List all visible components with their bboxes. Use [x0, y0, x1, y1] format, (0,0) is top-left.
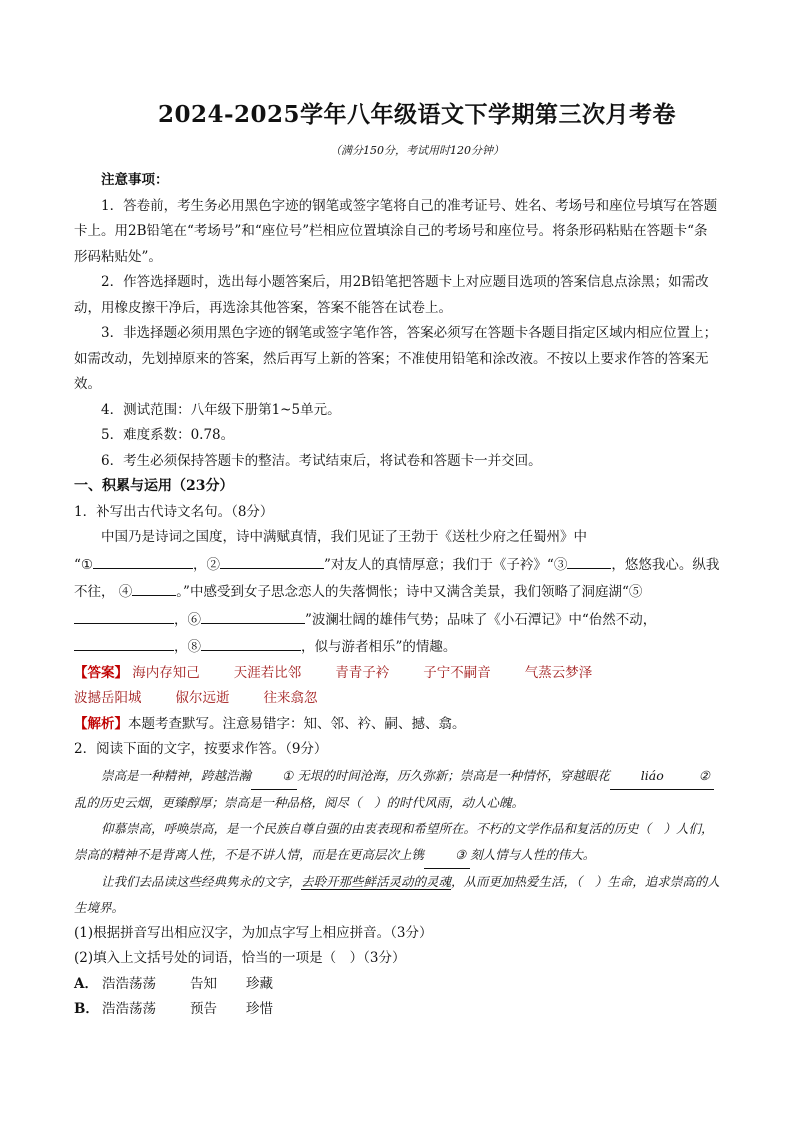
- text-fragment: 。”中感受到女子思念恋人的失落惆怅；诗中又满含美景，我们领略了洞庭湖: [176, 584, 622, 600]
- answer-item: 青青子衿: [335, 664, 390, 681]
- passage-paragraph: [74, 816, 720, 869]
- answer-item: 往来翕忽: [263, 690, 318, 706]
- analysis-text: 本题考查默写。注意易错字：知、邻、衿、嗣、撼、翕。: [128, 715, 466, 732]
- notes-heading: 注意事项：: [101, 172, 169, 188]
- option-word: 珍藏: [246, 975, 273, 992]
- page-title: 2024-2025学年八年级语文下学期第三次月考卷: [157, 101, 677, 128]
- passage-paragraph: [74, 869, 720, 921]
- text-fragment: “①: [74, 556, 94, 573]
- answer-blank-8[interactable]: [201, 633, 301, 651]
- option-word: 告知: [190, 975, 217, 992]
- text-fragment: ”波澜壮阔的雄伟气势；品味了《小石潭记》中“佁然不动，: [305, 611, 657, 628]
- question-1-intro: 中国乃是诗词之国度，诗中满赋真情，我们见证了王勃于《送杜少府之任蜀州》中: [101, 529, 587, 545]
- choice-option-b[interactable]: [74, 997, 720, 1023]
- option-label: A．: [74, 975, 98, 992]
- question-1-stem: 1．补写出古代诗文名句。（8分）: [74, 503, 274, 520]
- answer-blank-3[interactable]: [567, 551, 611, 569]
- text-fragment: ，⑧: [174, 639, 201, 655]
- answer-item: 波撼岳阳城: [74, 690, 142, 706]
- text-fragment: ，②: [193, 556, 221, 573]
- text-fragment: ，⑥: [174, 611, 201, 628]
- text-fragment: “⑤: [621, 584, 643, 600]
- question-2-stem: 2．阅读下面的文字，按要求作答。（9分）: [74, 741, 328, 757]
- fill-mark-3: ③: [424, 842, 470, 869]
- text-fragment: 刻人情与人性的伟大。: [470, 846, 596, 862]
- answer-item: 俶尔远逝: [175, 690, 230, 706]
- answer-blank-2[interactable]: [220, 551, 324, 569]
- answer-item: 气蒸云梦泽: [524, 664, 593, 681]
- answer-label: 【答案】: [74, 664, 128, 681]
- text-fragment: ，似与游者相乐”的情趣。: [301, 639, 457, 655]
- note-item: 4．测试范围：八年级下册第1~5单元。: [101, 401, 341, 418]
- question-1-body: [74, 551, 720, 661]
- page-subtitle: （满分150分，考试用时120分钟）: [330, 144, 504, 157]
- analysis-block: [74, 712, 720, 738]
- text-fragment: ④: [118, 584, 133, 600]
- option-word: 浩浩荡荡: [102, 1001, 156, 1017]
- note-item: 3．非选择题必须用黑色字迹的钢笔或签字笔作答，答案必须写在答题卡各题目指定区域内相应位置上；如需改动，先划掉原来的答案，然后再写上新的答案；不准使用铅笔和涂改液。不按以上要求作答的答案无效。: [74, 325, 718, 392]
- section-heading: 一、积累与运用（23分）: [74, 478, 234, 494]
- text-fragment: ，悠悠我心。纵我不往，: [74, 556, 720, 600]
- fill-mark-2: ②: [668, 763, 714, 790]
- note-item: 6．考生必须保持答题卡的整洁。考试结束后，将试卷和答题卡一并交回。: [101, 452, 542, 469]
- option-label: B．: [74, 1001, 99, 1017]
- text-fragment: 让我们去品读这些经典隽永的文字，: [101, 873, 302, 889]
- answer-blank-1[interactable]: [93, 551, 193, 569]
- fill-mark-1: ①: [251, 763, 297, 790]
- note-item: 2．作答选择题时，选出每小题答案后，用2B铅笔把答题卡上对应题目选项的答案信息点涂黑；如需改动，用橡皮擦干净后，再选涂其他答案，答案不能答在试卷上。: [74, 274, 709, 316]
- underlined-sentence: 去聆开那些鲜活灵动的灵魂: [301, 873, 452, 889]
- sub-question-2: (2)填入上文括号处的词语，恰当的一项是（ ）（3分）: [74, 950, 406, 966]
- answer-blank-6[interactable]: [201, 606, 305, 624]
- answer-blank-7[interactable]: [74, 633, 174, 651]
- option-word: 预告: [190, 1001, 217, 1017]
- passage-paragraph: [74, 763, 720, 816]
- answer-block: [74, 661, 720, 712]
- pinyin-label: liáo: [610, 763, 668, 790]
- text-fragment: ，从而更加热爱生活，（ ）生命，追求崇高的人生境界。: [74, 873, 720, 915]
- answer-item: 海内存知己: [132, 664, 200, 681]
- text-fragment: 无垠的时间沧海，历久弥新；崇高是一种情怀，穿越眼花: [297, 767, 610, 783]
- analysis-label: 【解析】: [74, 715, 128, 732]
- text-fragment: ”对友人的真情厚意；我们于《子衿》“③: [324, 556, 568, 573]
- option-word: 浩浩荡荡: [102, 975, 156, 992]
- text-fragment: 仰慕崇高，呼唤崇高，是一个民族自尊自强的由衷表现和希望所在。不朽的文学作品和复活的历史（ ）人们，崇高的精神不是背离人性，不是不讲人情，而是在更高层次上镌: [74, 820, 714, 862]
- answer-item: 天涯若比邻: [233, 664, 302, 681]
- text-fragment: 乱的历史云烟，更臻醇厚；崇高是一种品格，阅尽（ ）的时代风雨，动人心魄。: [74, 794, 525, 810]
- option-word: 珍惜: [246, 1001, 273, 1017]
- answer-blank-5[interactable]: [74, 606, 174, 624]
- answer-blank-4[interactable]: [132, 578, 176, 596]
- note-item: 1．答卷前，考生务必用黑色字迹的钢笔或签字笔将自己的准考证号、姓名、考场号和座位号填写在答题卡上。用2B铅笔在“考场号”和“座位号”栏相应位置填涂自己的考场号和座位号。将条形码粘贴在答题卡“条形码粘贴处”。: [74, 197, 718, 265]
- text-fragment: 崇高是一种精神，跨越浩瀚: [101, 767, 252, 783]
- exam-content: [74, 168, 720, 1023]
- sub-question-1: (1)根据拼音写出相应汉字，为加点字写上相应拼音。（3分）: [74, 924, 433, 941]
- note-item: 5．难度系数：0.78。: [101, 427, 235, 443]
- answer-item: 子宁不嗣音: [423, 664, 491, 681]
- choice-option-a[interactable]: [74, 972, 720, 998]
